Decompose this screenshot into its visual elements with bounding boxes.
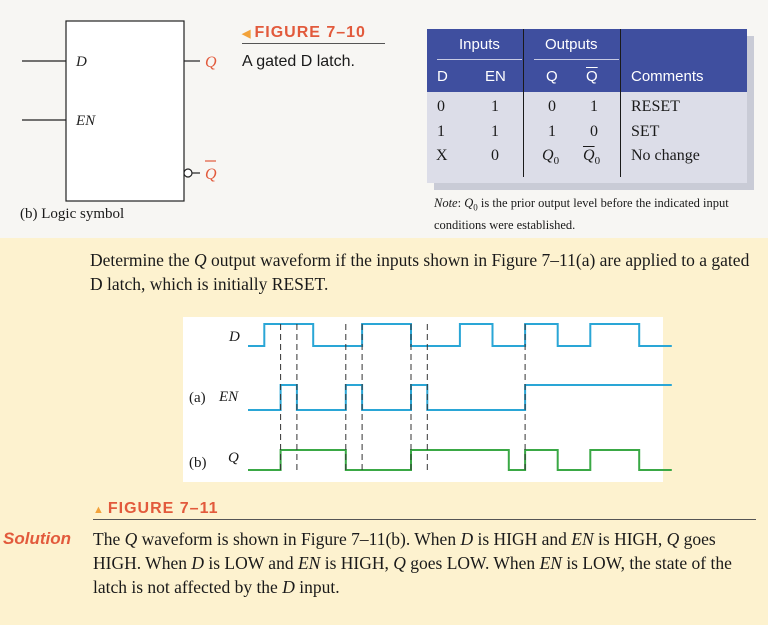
- col-header-en: EN: [485, 68, 506, 85]
- col-header-comments: Comments: [631, 68, 704, 85]
- figure-7-10-label: ◀ FIGURE 7–10: [242, 24, 366, 41]
- qbar0-cell: $\overline{Q}_0$: [583, 147, 601, 168]
- waveform-en: [248, 385, 672, 410]
- outputs-header: Outputs: [545, 36, 598, 53]
- caption-rule-2: [93, 519, 756, 520]
- figure-7-11-label: ▲ FIGURE 7–11: [93, 500, 219, 517]
- triangle-left-icon: ◀: [242, 28, 252, 40]
- solution-text: The Q waveform is shown in Figure 7–11(b). When D is HIGH and EN is HIGH, Q goes HIGH. When D is LOW and EN is HIGH, Q goes LOW. When EN is LOW, the state of the latch is not affected by the D input.: [93, 529, 732, 597]
- signal-d-label: D: [229, 329, 240, 345]
- input-d-label: D: [76, 54, 87, 70]
- inputs-header: Inputs: [459, 36, 500, 53]
- col-header-qbar: $\overline{Q}$: [586, 68, 598, 85]
- truth-table: Inputs Outputs D EN Q $\overline{Q}$ Comments 0 1 0 1 RESET 1 1 1 0 SET X 0 $Q_0$ $\overline{Q}_0$ No change: [427, 29, 747, 183]
- waveform-d: [248, 324, 672, 346]
- output-qbar-label: Q: [205, 166, 217, 183]
- figure-7-10-description: A gated D latch.: [242, 53, 355, 70]
- q0-cell: $Q_0$: [542, 147, 560, 168]
- logic-symbol-caption: (b) Logic symbol: [20, 206, 125, 222]
- signal-en-label: EN: [219, 389, 239, 405]
- problem-statement: Determine the Q output waveform if the inputs shown in Figure 7–11(a) are applied to a gated D latch, which is initially RESET.: [90, 250, 750, 294]
- triangle-up-icon: ▲: [93, 504, 105, 516]
- waveform-q: [248, 450, 672, 470]
- part-b-label: (b): [189, 455, 207, 471]
- part-a-label: (a): [189, 390, 206, 406]
- output-q-label: Q: [205, 54, 217, 71]
- col-header-d: D: [437, 68, 448, 85]
- table-note: Note: $Q_0$ is the prior output level before the indicated input conditions were established.: [434, 196, 729, 232]
- input-en-label: EN: [76, 113, 96, 129]
- solution-heading: Solution: [3, 529, 71, 548]
- signal-q-label: Q: [228, 450, 239, 466]
- col-header-q: Q: [546, 68, 558, 85]
